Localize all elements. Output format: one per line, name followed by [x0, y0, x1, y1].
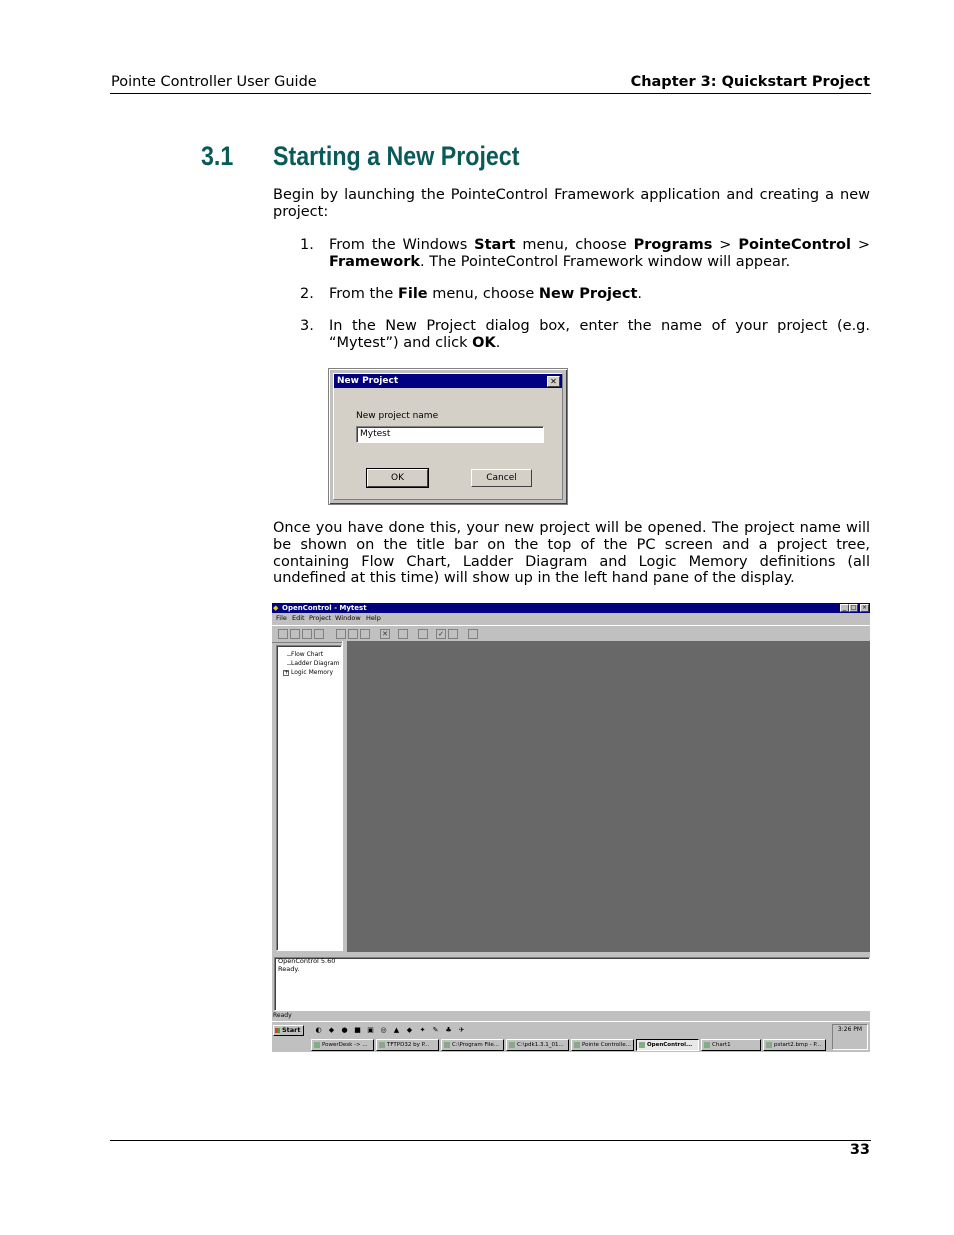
- intro-paragraph: Begin by launching the PointeControl Framework application and creating a new project:: [273, 187, 870, 220]
- step-number: 2.: [300, 286, 314, 302]
- app-icon: ◆: [273, 604, 279, 612]
- tree-item-logic-memory[interactable]: Logic Memory: [291, 669, 333, 676]
- quicklaunch-icon[interactable]: ✦: [419, 1026, 426, 1034]
- menu-help[interactable]: Help: [366, 614, 381, 622]
- mdi-workspace: [347, 641, 870, 952]
- quicklaunch-icon[interactable]: ▣: [367, 1026, 374, 1034]
- quicklaunch-icon[interactable]: ■: [354, 1026, 361, 1034]
- menu-bar: [272, 613, 870, 624]
- new-project-dialog: [328, 368, 568, 505]
- quicklaunch-icon[interactable]: ✈: [458, 1026, 465, 1034]
- running-header-chapter: Chapter 3: Quickstart Project: [630, 74, 870, 90]
- build-icon[interactable]: [448, 629, 458, 639]
- start-button[interactable]: Start: [273, 1025, 304, 1036]
- taskbar-button[interactable]: Pointe Controlle...: [571, 1039, 634, 1051]
- cancel-button[interactable]: Cancel: [471, 469, 532, 487]
- taskbar-button[interactable]: C:\Program File...: [441, 1039, 504, 1051]
- clock: 3:26 PM: [837, 1026, 863, 1033]
- maximize-icon[interactable]: □: [850, 604, 857, 611]
- dialog-title: New Project: [334, 374, 562, 388]
- app-title-bar: [272, 603, 870, 613]
- print-icon[interactable]: [398, 629, 408, 639]
- taskbar-button[interactable]: PowerDesk -> ...: [311, 1039, 374, 1051]
- close-icon[interactable]: ×: [861, 604, 868, 611]
- minimize-icon[interactable]: _: [840, 604, 849, 612]
- quicklaunch-icon[interactable]: ●: [341, 1026, 348, 1034]
- step-number: 3.: [300, 318, 314, 334]
- project-name-label: New project name: [356, 411, 439, 421]
- system-tray: [832, 1024, 868, 1050]
- taskbar-button-active[interactable]: OpenControl...: [636, 1039, 699, 1051]
- open-icon[interactable]: [290, 629, 300, 639]
- quicklaunch-icon[interactable]: ▲: [393, 1026, 400, 1034]
- taskbar-button[interactable]: C:\pdk1.3.1_01...: [506, 1039, 569, 1051]
- copy-icon[interactable]: [348, 629, 358, 639]
- save-icon[interactable]: [302, 629, 312, 639]
- result-paragraph: Once you have done this, your new project will be opened. The project name will be shown on the title bar on the top of the PC screen and a project tree, containing Flow Chart, Ladder Diagram and Logic Memory definitions (all undefined at this time) will show up in the left hand pane of the display.: [273, 520, 870, 587]
- page-number: 33: [849, 1142, 870, 1158]
- save-all-icon[interactable]: [314, 629, 324, 639]
- close-icon[interactable]: ✕: [547, 376, 560, 387]
- quicklaunch-icon[interactable]: ◆: [406, 1026, 413, 1034]
- quicklaunch-icon[interactable]: ◐: [315, 1026, 322, 1034]
- windows-taskbar: [272, 1021, 870, 1052]
- output-pane: [274, 957, 870, 1011]
- header-rule: [110, 93, 871, 94]
- check-icon[interactable]: ✓: [436, 629, 446, 639]
- help-icon[interactable]: [468, 629, 478, 639]
- menu-edit[interactable]: Edit: [292, 614, 305, 622]
- step-text: From the File menu, choose New Project.: [329, 286, 642, 302]
- cut-icon[interactable]: [336, 629, 346, 639]
- dialog-body: [333, 373, 563, 500]
- taskbar-button[interactable]: pstart2.bmp - P...: [763, 1039, 826, 1051]
- step-text: From the Windows Start menu, choose Programs > PointeControl > Framework. The PointeControl Framework window will appear.: [329, 237, 870, 270]
- running-header-title: Pointe Controller User Guide: [111, 74, 317, 90]
- quicklaunch-icon[interactable]: ✎: [432, 1026, 439, 1034]
- step-number: 1.: [300, 237, 314, 253]
- paste-icon[interactable]: [360, 629, 370, 639]
- new-icon[interactable]: [278, 629, 288, 639]
- ok-button[interactable]: OK: [367, 469, 428, 487]
- opencontrol-window: [272, 603, 870, 1052]
- delete-icon[interactable]: ✕: [380, 629, 390, 639]
- menu-file[interactable]: File: [276, 614, 287, 622]
- step-text: In the New Project dialog box, enter the name of your project (e.g. “Mytest”) and click OK.: [329, 318, 870, 351]
- output-line: OpenControl 5.60: [278, 957, 336, 965]
- quicklaunch-icon[interactable]: ◆: [328, 1026, 335, 1034]
- tree-item-ladder-diagram[interactable]: Ladder Diagram: [291, 660, 340, 667]
- footer-rule: [110, 1140, 871, 1141]
- quicklaunch-icon[interactable]: ◎: [380, 1026, 387, 1034]
- app-title: OpenControl - Mytest: [282, 604, 367, 612]
- taskbar-button[interactable]: Chart1: [701, 1039, 761, 1051]
- tree-item-flow-chart[interactable]: Flow Chart: [291, 651, 324, 658]
- status-bar-text: Ready: [273, 1012, 292, 1019]
- preview-icon[interactable]: [418, 629, 428, 639]
- menu-project[interactable]: Project: [309, 614, 332, 622]
- expand-icon[interactable]: +: [284, 669, 290, 676]
- section-number: 3.1: [201, 141, 234, 171]
- quicklaunch-icon[interactable]: ♣: [445, 1026, 452, 1034]
- taskbar-button[interactable]: TFTPD32 by P...: [376, 1039, 439, 1051]
- menu-window[interactable]: Window: [335, 614, 361, 622]
- project-name-input[interactable]: Mytest: [356, 426, 544, 443]
- project-tree: [276, 645, 342, 951]
- section-title: Starting a New Project: [273, 141, 520, 171]
- output-line: Ready.: [278, 964, 300, 973]
